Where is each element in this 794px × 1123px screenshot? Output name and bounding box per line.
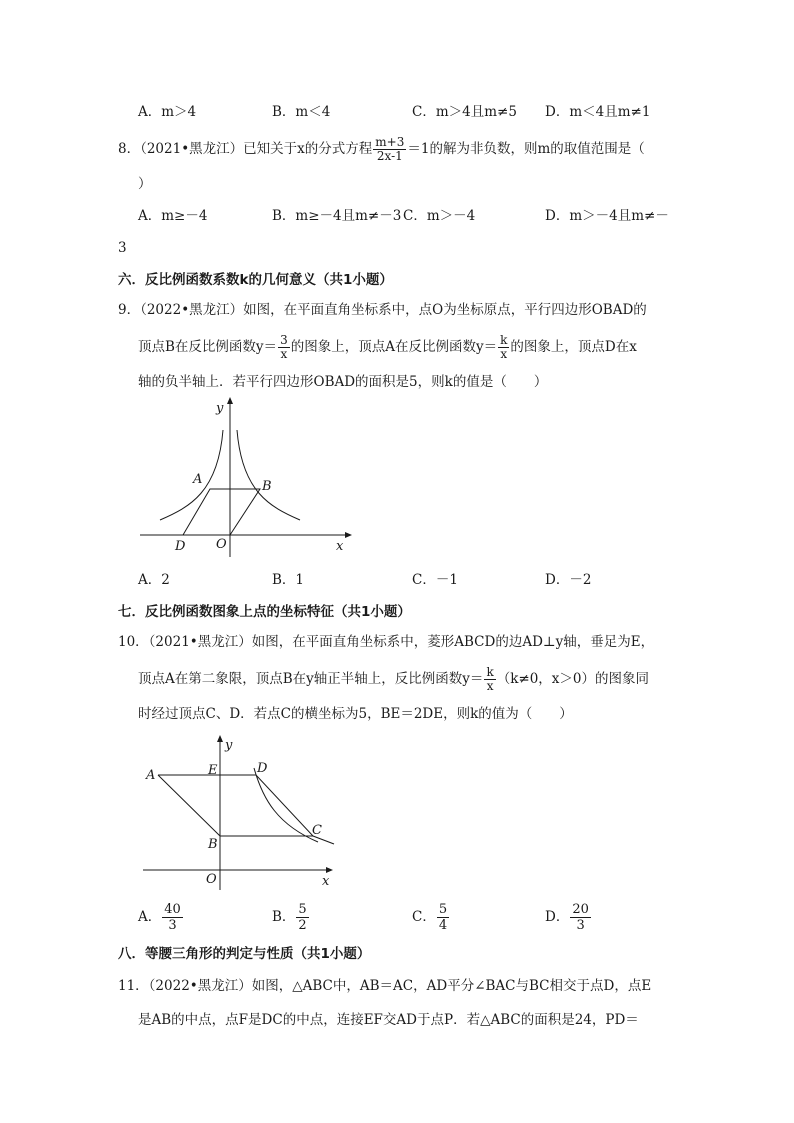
q10-option-d-num: 20 [572,902,589,917]
q10-option-d [545,902,592,933]
q10-option-d-label: D． [545,909,570,925]
q10-frac-num: k [486,665,494,679]
q9-fraction-2 [498,334,509,361]
q10-figure [138,730,348,895]
q8-option-c: C．m＞－4 [403,208,476,224]
q9-frac1-den: x [280,347,288,361]
q9-label-b: B [262,479,272,494]
q8-prefix: 8．（2021•黑龙江）已知关于x的分式方程 [118,141,373,157]
q9-line-3: 轴的负半轴上．若平行四边形OBAD的面积是5，则k的值是（ ） [138,374,548,390]
q10-option-c-den: 4 [438,918,448,933]
q9-line-2a: 顶点B在反比例函数y＝ [138,339,278,355]
q9-option-c: C．－1 [412,572,458,588]
q10-option-b [272,902,310,933]
q9-fraction-1 [278,334,290,361]
q10-label-a: A [146,768,156,783]
q10-option-b-num: 5 [298,902,307,917]
q10-option-c-label: C． [412,909,436,925]
q8-option-d: D．m＞－4且m≠－ [545,208,669,224]
q9-label-a: A [193,472,203,487]
q8-fraction [373,136,406,163]
q8-option-d-cont: 3 [118,240,127,256]
q10-option-a-label: A． [138,909,162,925]
q10-option-c-frac [437,902,449,933]
q9-label-d: D [175,539,186,554]
q7-option-b: B．m＜4 [272,104,331,120]
section-6-heading: 六．反比例函数系数k的几何意义（共1小题） [118,272,393,288]
q10-option-b-frac [296,902,308,933]
q8-option-a: A．m≥－4 [138,208,208,224]
q9-curve-left [160,430,223,520]
q9-line-2b: 的图象上，顶点A在反比例函数y＝ [290,339,498,355]
q9-line-2c: 的图象上，顶点D在x [510,339,637,355]
q10-option-a-den: 3 [168,918,177,933]
q10-x-arrow [326,867,333,873]
q10-label-o: O [206,872,217,887]
q10-label-d: D [257,761,268,776]
q7-option-d: D．m＜4且m≠1 [545,104,651,120]
q10-line-3: 时经过顶点C、D．若点C的横坐标为5，BE＝2DE，则k的值为（ ） [138,706,573,722]
q10-y-arrow [217,735,223,742]
q7-option-a: A．m＞4 [138,104,197,120]
q9-parallelogram [183,489,260,535]
q9-curve-right [237,430,300,520]
q10-option-c-num: 5 [438,902,448,917]
q9-option-a: A．2 [138,572,170,588]
q9-line-2 [138,334,637,361]
q9-option-b: B．1 [272,572,305,588]
q9-label-x: x [336,539,344,554]
q10-option-d-frac [570,902,591,933]
q10-rhombus [158,775,313,836]
q8-frac-num: m+3 [375,135,405,149]
q10-line-1: 10．（2021•黑龙江）如图，在平面直角坐标系中，菱形ABCD的边AD⊥y轴，垂足为E， [118,634,655,650]
q9-frac2-den: x [500,347,508,361]
q10-label-e: E [208,763,218,778]
q8-option-b: B．m≥－4且m≠－3 [272,208,402,224]
q10-fraction [484,666,495,693]
q9-figure [130,392,360,562]
q9-line-1: 9．（2022•黑龙江）如图，在平面直角坐标系中，点O为坐标原点，平行四边形OBAD的 [118,302,647,318]
q10-line-2a: 顶点A在第二象限，顶点B在y轴正半轴上，反比例函数y＝ [138,671,484,687]
q10-option-a-frac [162,902,183,933]
q9-frac2-num: k [500,333,508,347]
q9-y-arrow [227,397,233,404]
q8-stem [118,136,645,163]
q10-option-a-num: 40 [164,902,181,917]
q10-line-2b: （k≠0，x＞0）的图象同 [496,671,650,687]
q10-label-b: B [208,837,218,852]
section-8-heading: 八．等腰三角形的判定与性质（共1小题） [118,946,371,962]
q10-option-b-den: 2 [298,918,307,933]
section-7-heading: 七．反比例函数图象上点的坐标特征（共1小题） [118,604,411,620]
q10-label-y: y [225,738,233,753]
q10-option-d-den: 3 [576,918,585,933]
q10-line-2 [138,666,649,693]
q8-close-paren: ） [138,176,152,192]
q10-label-c: C [312,823,322,838]
q9-x-arrow [345,532,352,538]
q10-option-a [138,902,184,933]
q9-label-y: y [216,401,224,416]
q11-line-1: 11．（2022•黑龙江）如图，△ABC中，AB＝AC，AD平分∠BAC与BC相交于点D，点E [118,978,652,994]
q8-frac-den: 2x-1 [376,149,403,163]
q9-frac1-num: 3 [280,333,288,347]
q10-option-c [412,902,450,933]
q10-frac-den: x [486,679,494,693]
q9-option-d: D．－2 [545,572,592,588]
q8-suffix: ＝1的解为非负数，则m的取值范围是（ [407,141,645,157]
q10-option-b-label: B． [272,909,296,925]
q11-line-2: 是AB的中点，点F是DC的中点，连接EF交AD于点P．若△ABC的面积是24，PD＝ [138,1012,639,1028]
q9-label-o: O [216,537,227,552]
q7-option-c: C．m＞4且m≠5 [412,104,517,120]
q10-label-x: x [322,874,330,889]
